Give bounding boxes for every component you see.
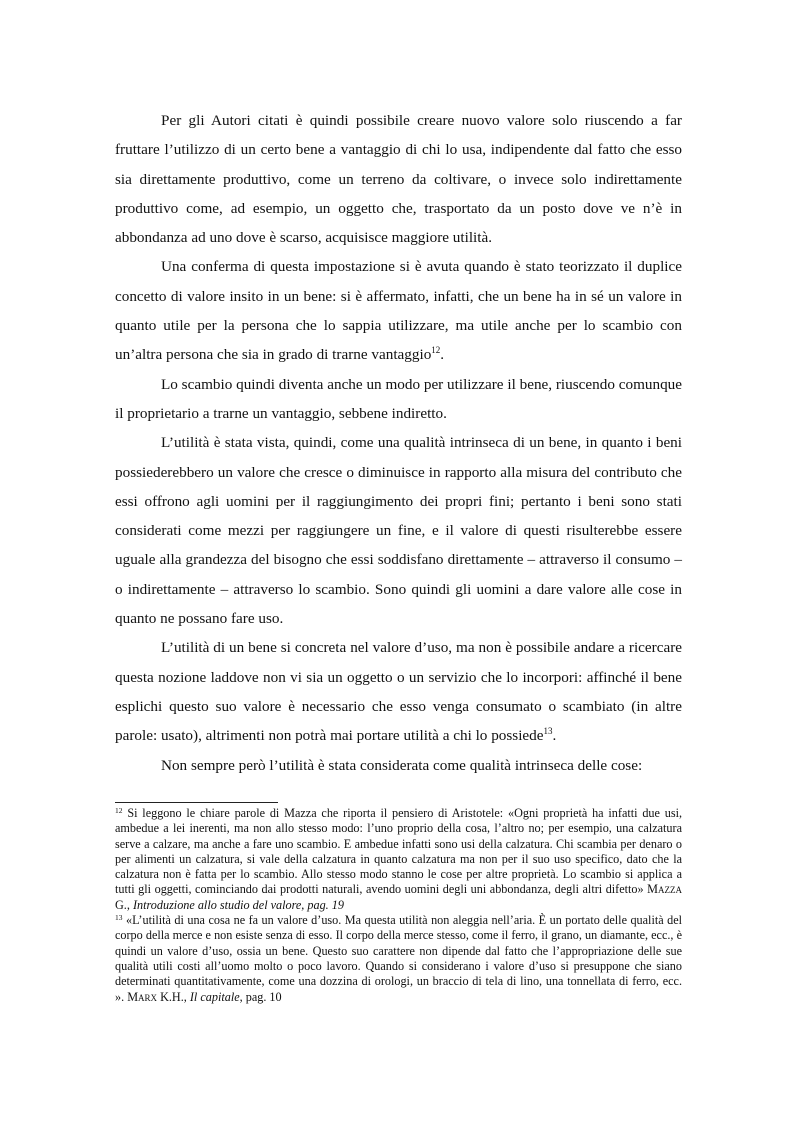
footnote-author: Mazza G. — [115, 882, 682, 912]
footnote-author: Marx K.H. — [127, 989, 184, 1004]
footnote-13: $^{13}$ «L’utilità di una cosa ne fa un valore d’uso. Ma questa utilità non aleggia nell’aria. È un portato delle qualità del corpo della merce e non esiste senza di esso. Il corpo della merce stesso, come il ferro, il grano, un diamante, ecc., è quindi un valore d’uso, ossia un bene. Questo suo carattere non dipende dal fatto che l’appropriazione delle sue qualità utili costi all’uomo molto o poco lavoro. Quando si considerano i valore d’uso si presuppone che siano determinati quantitativamente, come una dozzina di orologi, un braccio di tela di lino, una tonnellata di ferro, ecc. ». Marx K.H., Il capitale, pag. 10 — [115, 913, 683, 1004]
footnote-title: Introduzione allo studio del valore, pag. 19 — [132, 897, 344, 912]
paragraph-5: L’utilità di un bene si concreta nel valore d’uso, ma non è possibile andare a ricercare questa nozione laddove non vi sia un oggetto o un servizio che lo incorpori: affinché il bene esplichi questo suo valore è necessario che esso venga consumato o scambiato (in altre parole: usato), altrimenti non potrà mai portare utilità a chi lo possiede$^{13}$. — [115, 639, 682, 745]
footnote-ref-12[interactable]: 12 — [431, 345, 441, 356]
footnote-12: $^{12}$ Si leggono le chiare parole di Mazza che riporta il pensiero di Aristotele: «Ogni proprietà ha infatti due usi, ambedue a lei inerenti, ma non allo stesso modo: l’uno proprio della cosa, l’altro no; per esempio, una calzatura serve a calzare, ma anche a fare uno scambio. E ambedue infatti sono usi della calzatura. Chi scambia per denaro o per alimenti un calzatura, si vale della calzatura in quanto calzatura ma non per il suo uso specifico, dato che la calzatura non è fatta per lo scambio. Allo stesso modo stanno le cose per altre proprietà. Lo scambio si applica a tutti gli oggetti, cominciando dai prodotti naturali, avendo uomini degli uni abbondanza, degli altri difetto» Mazza G., Introduzione allo studio del valore, pag. 19 — [115, 806, 683, 912]
paragraph-4: L’utilità è stata vista, quindi, come una qualità intrinseca di un bene, in quanto i beni possiederebbero un valore che cresce o diminuisce in rapporto alla misura del contributo che essi offrono agli uomini per il raggiungimento dei propri fini; pertanto i beni sono stati considerati come mezzi per raggiungere un fine, e il valore di questi risulterebbe essere uguale alla grandezza del bisogno che essi soddisfano direttamente – attraverso il consumo – o indirettamente – attraverso lo scambio. Sono quindi gli uomini a dare valore alle cose in quanto ne possano fare uso. — [115, 434, 682, 628]
footnote-number: 13 — [115, 913, 123, 923]
footnote-number: 12 — [115, 806, 123, 815]
paragraph-3: Lo scambio quindi diventa anche un modo per utilizzare il bene, riuscendo comunque il proprietario a trarne un vantaggio, sebbene indiretto. — [115, 375, 682, 422]
footnote-separator — [115, 802, 278, 803]
paragraph-1: Per gli Autori citati è quindi possibile creare nuovo valore solo riuscendo a far fruttare l’utilizzo di un certo bene a vantaggio di chi lo usa, indipendente dal fatto che esso sia direttamente produttivo, come un terreno da coltivare, o invece solo indirettamente produttivo come, ad esempio, un oggetto che, trasportato da un posto dove ve n’è in abbondanza ad uno dove è scarso, acquisisce maggiore utilità. — [115, 112, 682, 247]
paragraph-2: Una conferma di questa impostazione si è avuta quando è stato teorizzato il duplice concetto di valore insito in un bene: si è affermato, infatti, che un bene ha in sé un valore in quanto utile per la persona che lo sappia utilizzare, ma utile anche per lo scambio con un’altra persona che sia in grado di trarne vantaggio$^{12}$. — [115, 258, 682, 364]
body-text — [115, 106, 682, 780]
footnote-title: Il capitale — [189, 989, 240, 1004]
footnotes — [115, 806, 682, 1005]
footnote-ref-13[interactable]: 13 — [543, 726, 553, 737]
paragraph-6: Non sempre però l’utilità è stata considerata come qualità intrinseca delle cose: — [161, 756, 643, 774]
